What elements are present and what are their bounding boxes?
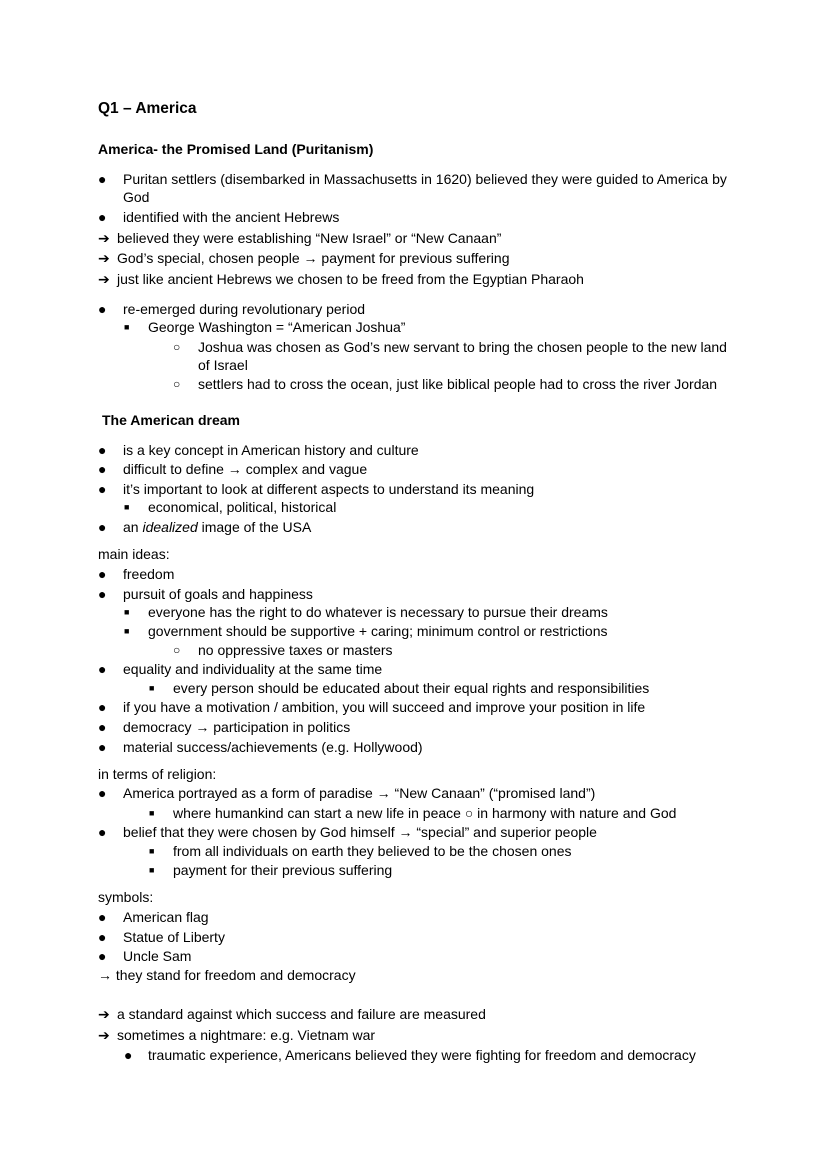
bullet-icon: ● — [98, 442, 107, 458]
bullet-icon: ● — [98, 909, 107, 925]
bullet-icon: ● — [98, 699, 107, 715]
arrow-item: a standard against which success and failure are measured — [117, 1006, 486, 1022]
circle-bullet-icon: ○ — [173, 643, 181, 657]
bullet-icon: ● — [98, 461, 107, 477]
list-item: belief that they were chosen by God himself → “special” and superior people — [123, 824, 597, 840]
bullet-icon: ● — [98, 586, 107, 602]
bullet-icon: ● — [98, 824, 107, 840]
label-main-ideas: main ideas: — [98, 546, 170, 562]
bullet-icon: ● — [124, 1047, 133, 1063]
list-item: re-emerged during revolutionary period — [123, 301, 366, 317]
section-heading-promised-land: America- the Promised Land (Puritanism) — [98, 141, 374, 157]
square-bullet-icon: ■ — [124, 322, 130, 332]
list-item: it’s important to look at different aspects to understand its meaning — [123, 481, 535, 497]
arrow-item: → they stand for freedom and democracy — [98, 967, 356, 983]
sub-sub-list-item: Joshua was chosen as God’s new servant to bring the chosen people to the new land — [198, 339, 727, 355]
square-bullet-icon: ■ — [124, 502, 130, 512]
square-bullet-icon: ■ — [149, 865, 155, 875]
list-item: pursuit of goals and happiness — [123, 586, 313, 602]
square-bullet-icon: ■ — [149, 846, 155, 856]
list-item: freedom — [123, 566, 175, 582]
bullet-icon: ● — [98, 519, 107, 535]
label-symbols: symbols: — [98, 889, 154, 905]
bullet-icon: ● — [98, 785, 107, 801]
list-item: Statue of Liberty — [123, 929, 225, 945]
list-item — [123, 518, 311, 536]
square-bullet-icon: ■ — [149, 808, 155, 818]
arrow-item: God’s special, chosen people → payment for previous suffering — [117, 250, 510, 266]
square-bullet-icon: ■ — [149, 683, 155, 693]
sub-sub-list-item: no oppressive taxes or masters — [198, 642, 393, 658]
sub-list-item: every person should be educated about their equal rights and responsibilities — [173, 680, 650, 696]
bullet-icon: ● — [98, 481, 107, 497]
sub-sub-list-item: settlers had to cross the ocean, just like biblical people had to cross the river Jordan — [198, 376, 718, 392]
bullet-icon: ● — [98, 661, 107, 677]
sub-list-item: payment for their previous suffering — [173, 862, 393, 878]
list-item: America portrayed as a form of paradise → “New Canaan” (“promised land”) — [123, 785, 596, 801]
text-fragment: an — [123, 519, 143, 535]
bullet-icon: ● — [98, 948, 107, 964]
sub-list-item: economical, political, historical — [148, 499, 337, 515]
arrow-icon: ➔ — [98, 271, 110, 287]
circle-bullet-icon: ○ — [173, 340, 181, 354]
list-item: American flag — [123, 909, 209, 925]
bullet-icon: ● — [98, 719, 107, 735]
section-heading-american-dream: The American dream — [102, 412, 240, 428]
text-fragment: image of the USA — [197, 519, 312, 535]
page-title: Q1 – America — [98, 100, 197, 117]
arrow-icon: ➔ — [98, 1027, 110, 1043]
list-item: is a key concept in American history and culture — [123, 442, 419, 458]
square-bullet-icon: ■ — [124, 626, 130, 636]
sub-list-item: government should be supportive + caring; minimum control or restrictions — [148, 623, 608, 639]
sub-list-item: where humankind can start a new life in peace ○ in harmony with nature and God — [173, 805, 677, 821]
arrow-icon: ➔ — [98, 250, 110, 266]
list-item: difficult to define → complex and vague — [123, 461, 368, 477]
bullet-icon: ● — [98, 566, 107, 582]
emphasis-text: idealized — [142, 519, 198, 535]
list-item: democracy → participation in politics — [123, 719, 351, 735]
list-item: if you have a motivation / ambition, you will succeed and improve your position in life — [123, 699, 646, 715]
bullet-icon: ● — [98, 301, 107, 317]
square-bullet-icon: ■ — [124, 607, 130, 617]
sub-sub-list-item-continuation: of Israel — [198, 357, 248, 373]
sub-list-item: George Washington = “American Joshua” — [148, 319, 406, 335]
sub-list-item: traumatic experience, Americans believed they were fighting for freedom and democracy — [148, 1047, 696, 1063]
list-item: equality and individuality at the same time — [123, 661, 383, 677]
arrow-icon: ➔ — [98, 230, 110, 246]
bullet-icon: ● — [98, 929, 107, 945]
arrow-item: just like ancient Hebrews we chosen to be freed from the Egyptian Pharaoh — [117, 271, 584, 287]
list-item: identified with the ancient Hebrews — [123, 209, 340, 225]
list-item: material success/achievements (e.g. Hollywood) — [123, 739, 423, 755]
arrow-item: believed they were establishing “New Israel” or “New Canaan” — [117, 230, 502, 246]
list-item: Puritan settlers (disembarked in Massachusetts in 1620) believed they were guided to America by — [123, 171, 727, 187]
list-item-continuation: God — [123, 189, 150, 205]
sub-list-item: everyone has the right to do whatever is necessary to pursue their dreams — [148, 604, 608, 620]
sub-list-item: from all individuals on earth they believed to be the chosen ones — [173, 843, 572, 859]
bullet-icon: ● — [98, 739, 107, 755]
circle-bullet-icon: ○ — [173, 377, 181, 391]
arrow-item: sometimes a nightmare: e.g. Vietnam war — [117, 1027, 376, 1043]
arrow-icon: ➔ — [98, 1006, 110, 1022]
bullet-icon: ● — [98, 209, 107, 225]
list-item: Uncle Sam — [123, 948, 192, 964]
bullet-icon: ● — [98, 171, 107, 187]
label-religion: in terms of religion: — [98, 766, 217, 782]
